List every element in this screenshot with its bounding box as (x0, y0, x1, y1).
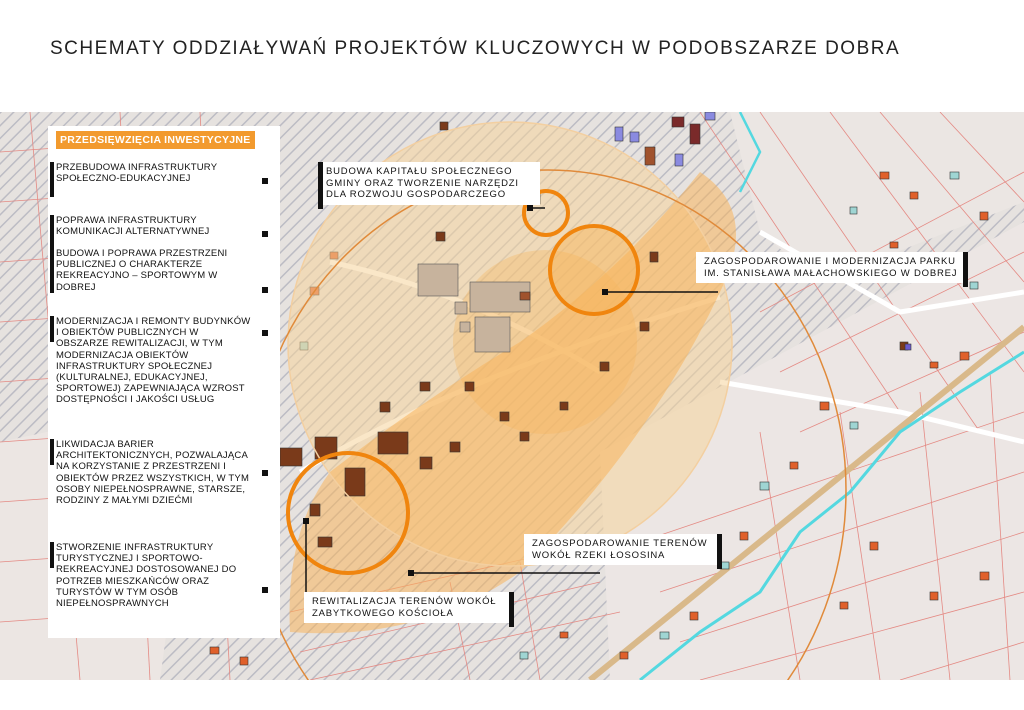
legend-item (56, 439, 252, 506)
legend-item-bar (50, 162, 54, 197)
legend-item-text: LIKWIDACJA BARIER ARCHITEKTONICZNYCH, POZWALAJĄCA NA KORZYSTANIE Z PRZESTRZENI I OBIEKTÓW PRZEZ WSZYSTKICH, W TYM OSOBY NIEPEŁNOSPRAWNE, STARSZE, RODZINY Z MAŁYMI DZIEĆMI (56, 439, 250, 507)
callout-kosciol[interactable] (304, 592, 514, 623)
bottom-margin (0, 680, 1024, 710)
page-title: SCHEMATY ODDZIAŁYWAŃ PROJEKTÓW KLUCZOWYCH W PODOBSZARZE DOBRA (50, 38, 901, 59)
legend-item-bar (50, 316, 54, 342)
callout-kapital[interactable] (318, 162, 540, 205)
legend-item-bar (50, 542, 54, 568)
callout-kosciol-text: REWITALIZACJA TERENÓW WOKÓŁ ZABYTKOWEGO KOŚCIOŁA (312, 596, 497, 619)
callout-kapital-text: BUDOWA KAPITAŁU SPOŁECZNEGO GMINY ORAZ TWORZENIE NARZĘDZI DLA ROZWOJU GOSPODARCZEGO (326, 166, 519, 200)
legend-item-marker (262, 231, 268, 237)
legend-item-marker (262, 470, 268, 476)
legend-item-bar (50, 215, 54, 250)
callout-bar (963, 252, 968, 287)
legend-item (56, 215, 252, 237)
legend-item (56, 316, 252, 406)
legend-item (56, 542, 252, 609)
legend-item-bar (50, 248, 54, 293)
legend-item-text: STWORZENIE INFRASTRUKTURY TURYSTYCZNEJ I SPORTOWO-REKREACYJNEJ DOSTOSOWANEJ DO POTRZEB MIESZKAŃCÓW ORAZ TURYSTÓW W TYM OSÓB NIEPEŁNOSPRAWNYCH (56, 542, 237, 610)
legend-item (56, 248, 252, 293)
legend-item-text: PRZEBUDOWA INFRASTRUKTURY SPOŁECZNO-EDUKACYJNEJ (56, 162, 218, 185)
callout-park[interactable] (696, 252, 968, 283)
legend-item-text: BUDOWA I POPRAWA PRZESTRZENI PUBLICZNEJ O CHARAKTERZE REKREACYJNO – SPORTOWYM W DOBREJ (56, 248, 228, 293)
callout-bar (318, 162, 323, 209)
callout-rzeka-text: ZAGOSPODAROWANIE TERENÓW WOKÓŁ RZEKI ŁOSOSINA (532, 538, 708, 561)
legend-item-text: MODERNIZACJA I REMONTY BUDYNKÓW I OBIEKTÓW PUBLICZNYCH W OBSZARZE REWITALIZACJI, W TYM MODERNIZACJA OBIEKTÓW INFRASTRUKTURY SPOŁECZNEJ (KULTURALNEJ, EDUKACYJNEJ, SPORTOWEJ) ZAPEWNIAJĄCA WZROST DOSTĘPNOŚCI I JAKOŚCI USŁUG (56, 316, 251, 406)
callout-park-text: ZAGOSPODAROWANIE I MODERNIZACJA PARKU IM. STANISŁAWA MAŁACHOWSKIEGO W DOBREJ (704, 256, 958, 279)
legend-item (56, 162, 252, 184)
legend-panel (48, 126, 280, 638)
legend-item-text: POPRAWA INFRASTRUKTURY KOMUNIKACJI ALTERNATYWNEJ (56, 215, 210, 238)
legend-item-marker (262, 587, 268, 593)
legend-item-marker (262, 330, 268, 336)
callout-bar (509, 592, 514, 627)
callout-bar (717, 534, 722, 569)
legend-item-bar (50, 439, 54, 465)
callout-rzeka[interactable] (524, 534, 722, 565)
legend-header: PRZEDSIĘWZIĘCIA INWESTYCYJNE (56, 131, 255, 149)
legend-item-marker (262, 287, 268, 293)
legend-item-marker (262, 178, 268, 184)
